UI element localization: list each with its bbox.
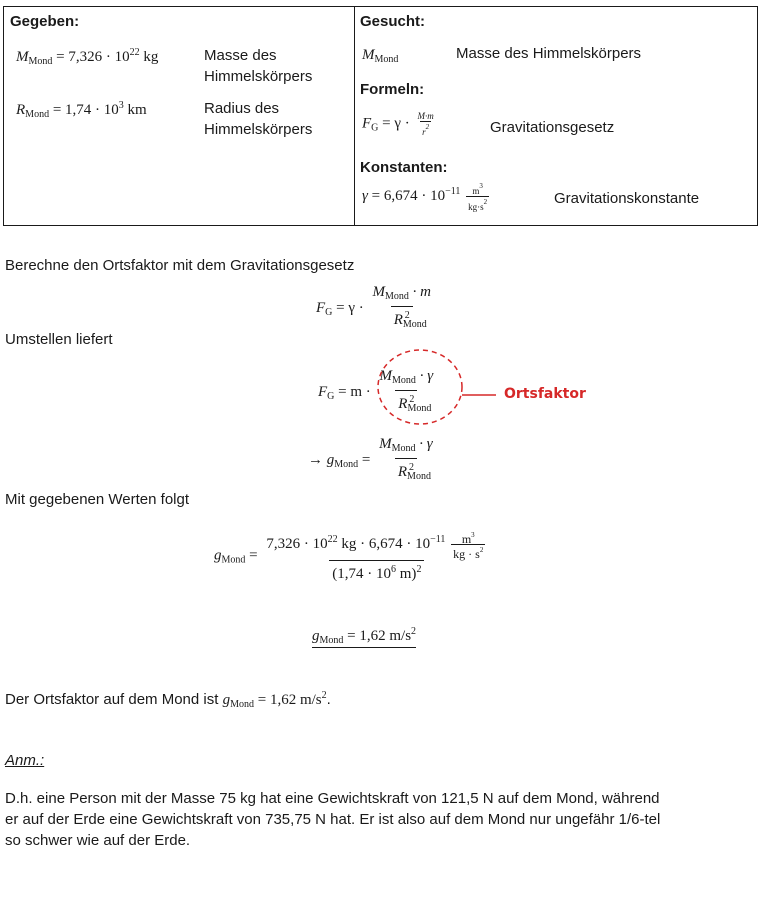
step1-text: Berechne den Ortsfaktor mit dem Gravitationsgesetz (5, 257, 355, 274)
sought-description: Masse des Himmelskörpers (456, 45, 642, 62)
result-equation: $g_{Mond} = 1,62$ $m/s^2$ (312, 626, 417, 646)
sought-symbol: $M_{Mond}$ (362, 47, 399, 65)
equation-g-mond: → $g_{Mond}$ = $\frac{M_{Mond} \cdot \gamma}{R_{Mond}^2}$ (308, 436, 438, 485)
sought-header: Gesucht: (360, 13, 426, 30)
note-label: Anm.: (5, 752, 45, 769)
equation-values: $g_{Mond}$ = $7,326 \cdot 10^{22}$ kg · $6,674 \cdot 10^{-11}$ $\frac{m^3}{kg \cdot s^2}$ ($1,74 \cdot 10^6$ m)$^2$ (214, 531, 484, 582)
highlight-circle (378, 350, 462, 424)
step3-text: Mit gegebenen Werten folgt (5, 491, 190, 508)
given-mass-formula: $M_{Mond} = 7,326 \cdot 10^{22}$ kg (16, 47, 159, 67)
gravitation-constant: $\gamma = 6,674 \cdot 10^{-11}$ $\frac{m^3}{kg\cdot s^2}$ (362, 182, 488, 212)
given-mass-description: Masse des Himmelskörpers (204, 47, 313, 85)
note-line-2: er auf der Erde eine Gewichtskraft von 735,75 N hat. Er ist also auf dem Mond nur ungefähr 1/6-tel (5, 811, 661, 828)
note-line-3: so schwer wie auf der Erde. (5, 832, 191, 849)
note-paragraph (5, 788, 660, 851)
gravitation-formula: $F_G = \gamma$ · $\frac{M\cdot m}{r^2}$ (362, 111, 434, 137)
info-table (3, 6, 758, 226)
equation-rearranged: $F_G = m$ · $\frac{M_{Mond} \cdot \gamma}{R_{Mond}^2}$ (318, 368, 438, 417)
conclusion-text: Der Ortsfaktor auf dem Mond ist $g_{Mond} = 1,62$ $m/s^2$. (5, 690, 331, 710)
formulas-header: Formeln: (360, 81, 425, 98)
step2-text: Umstellen liefert (5, 331, 113, 348)
given-radius-formula: $R_{Mond} = 1,74 \cdot 10^3$ km (16, 100, 147, 120)
ortsfaktor-label: Ortsfaktor (504, 386, 586, 402)
table-divider (354, 7, 355, 225)
gravitation-constant-description: Gravitationskonstante (554, 190, 700, 207)
note-line-1: D.h. eine Person mit der Masse 75 kg hat eine Gewichtskraft von 121,5 N auf dem Mond, während (5, 790, 660, 807)
given-header: Gegeben: (10, 13, 80, 30)
equation-gravitation-law: $F_G = \gamma$ · $\frac{M_{Mond} \cdot m}{R_{Mond}^2}$ (316, 284, 436, 333)
constants-header: Konstanten: (360, 159, 448, 176)
given-radius-description: Radius des Himmelskörpers (204, 100, 313, 138)
gravitation-formula-description: Gravitationsgesetz (490, 119, 615, 136)
